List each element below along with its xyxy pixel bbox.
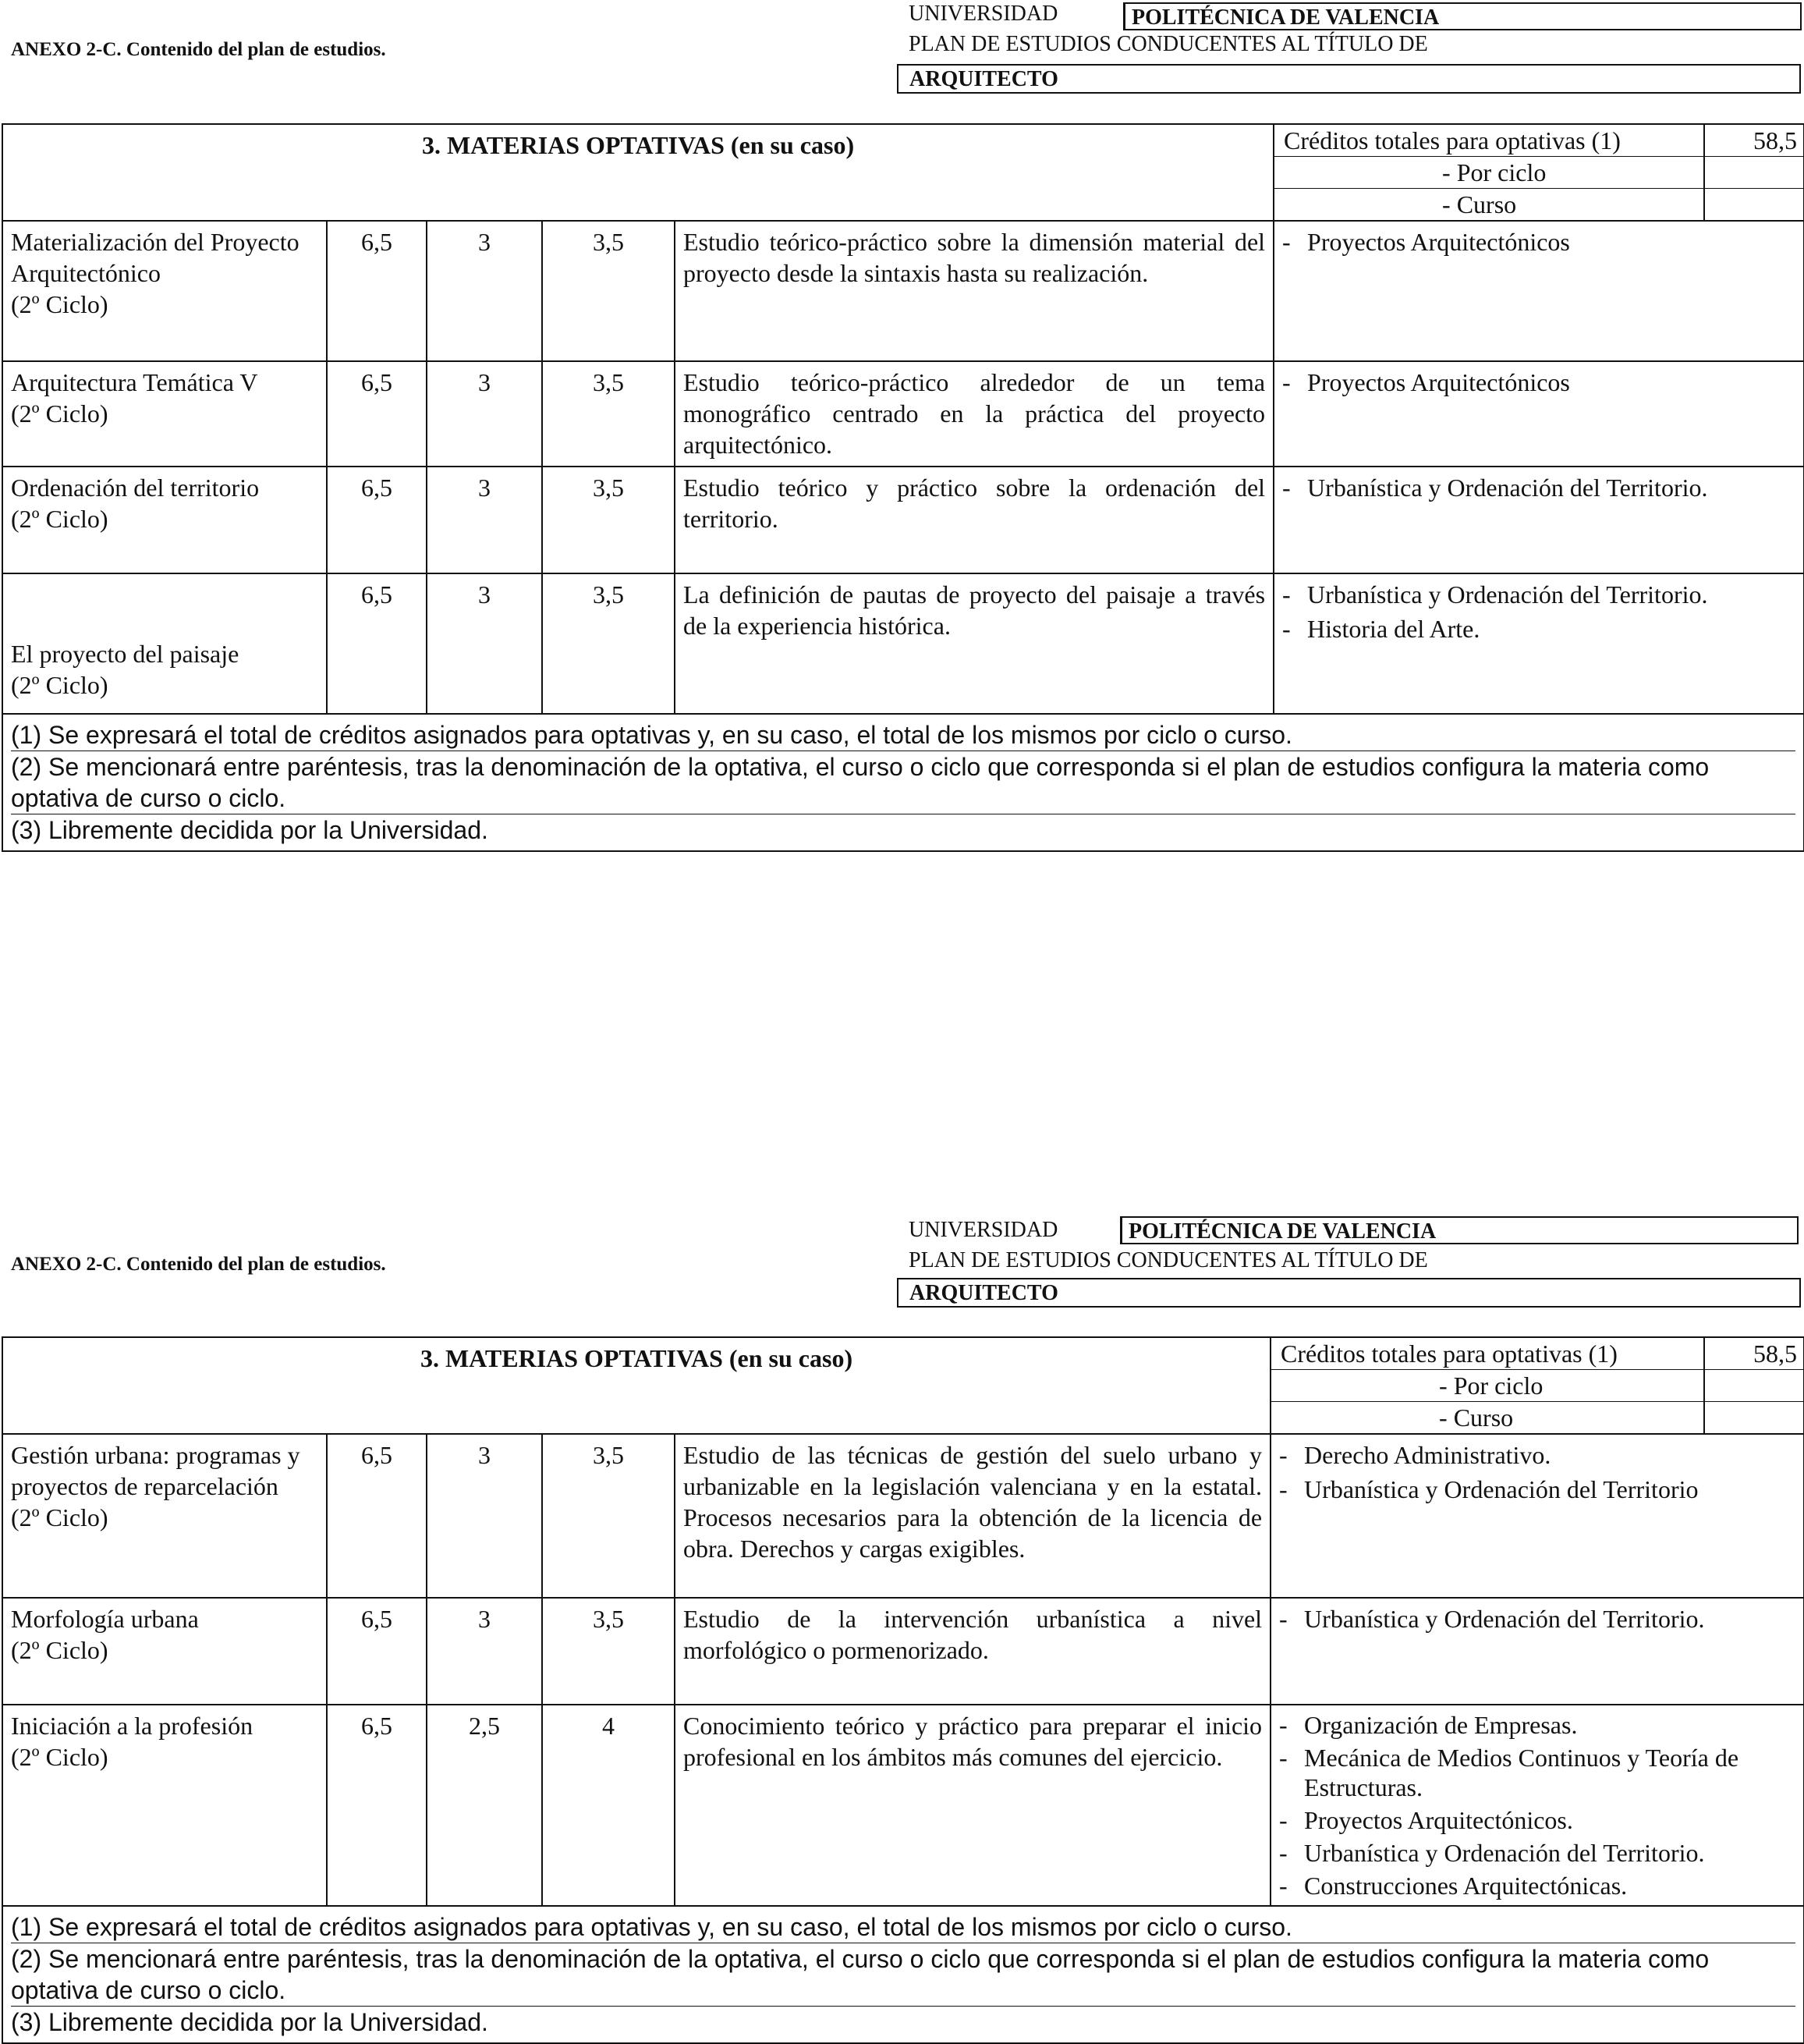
total-credits: 6,5 [327,361,427,467]
area-text: Mecánica de Medios Continuos y Teoría de Estructuras. [1304,1744,1739,1801]
area-item: - Urbanística y Ordenación del Territorio. [1279,1839,1705,1867]
subject-name [2,221,327,361]
course-value [1703,1402,1803,1433]
theory-credits: 3 [427,361,542,467]
area-item: - Urbanística y Ordenación del Territorio. [1282,580,1708,609]
area-item: - Proyectos Arquitectónicos. [1279,1806,1573,1834]
course-value [1703,189,1803,220]
subject-name-text: Arquitectura Temática V [11,368,258,396]
subject-description: Conocimiento teórico y práctico para preparar el inicio profesional en los ámbitos más comunes del ejercicio. [675,1705,1271,1906]
area-item: - Proyectos Arquitectónicos [1282,368,1570,396]
per-cycle-label: - Por ciclo [1274,157,1703,189]
notes-row [2,714,1804,851]
footnotes [2,1906,1804,2043]
area-item: - Construcciones Arquitectónicas. [1279,1872,1628,1900]
knowledge-areas [1274,467,1804,573]
table-row [2,1598,1804,1705]
area-item: - Proyectos Arquitectónicos [1282,228,1570,256]
table-row [2,1434,1804,1598]
practice-credits: 3,5 [542,361,675,467]
area-text: Proyectos Arquitectónicos. [1304,1806,1573,1834]
table-header-row [2,124,1804,221]
subject-name-text: Gestión urbana: programas y proyectos de reparcelación [11,1441,300,1500]
subject-cycle: (2º Ciclo) [11,1743,108,1771]
theory-credits: 3 [427,1598,542,1705]
total-credits: 6,5 [327,1598,427,1705]
knowledge-areas [1271,1705,1804,1906]
total-credits: 6,5 [327,573,427,714]
theory-credits: 3 [427,573,542,714]
per-cycle-value [1703,157,1803,189]
footnote-2: (2) Se mencionará entre paréntesis, tras la denominación de la optativa, el curso o ciclo que corresponda si el plan de estudios configura la materia como optativa de curso o ciclo. [11,1943,1795,2007]
section-title: 3. MATERIAS OPTATIVAS (en su caso) [2,124,1274,221]
footnotes [2,714,1804,851]
area-item: - Urbanística y Ordenación del Territorio. [1279,1605,1705,1633]
area-item: - Organización de Empresas. [1279,1711,1578,1739]
subject-name-text: Iniciación a la profesión [11,1712,253,1740]
footnote-3: (3) Libremente decidida por la Universidad. [11,816,488,844]
course-label: - Curso [1439,1403,1514,1432]
optional-subjects-table [2,123,1804,852]
footnote-1: (1) Se expresará el total de créditos asignados para optativas y, en su caso, el total de los mismos por ciclo o curso. [11,719,1795,751]
university-label: UNIVERSIDAD [909,1218,1058,1242]
credits-box [1271,1337,1804,1434]
knowledge-areas [1271,1598,1804,1705]
credits-label: Créditos totales para optativas (1) [1274,125,1703,157]
per-cycle-value [1703,1370,1803,1402]
credits-label: Créditos totales para optativas (1) [1271,1338,1703,1370]
area-item: - Urbanística y Ordenación del Territorio [1279,1475,1699,1503]
credits-total: 58,5 [1703,125,1803,157]
total-credits: 6,5 [327,1434,427,1598]
area-text: Construcciones Arquitectónicas. [1304,1872,1628,1900]
subject-description: Estudio de las técnicas de gestión del suelo urbano y urbanizable en la legislación valenciana y en la estatal. Procesos necesarios para la obtención de la licencia de obra. Derechos y cargas exigibles. [675,1434,1271,1598]
subject-description: Estudio de la intervención urbanística a nivel morfológico o pormenorizado. [675,1598,1271,1705]
knowledge-areas [1274,361,1804,467]
total-credits: 6,5 [327,467,427,573]
section-title: 3. MATERIAS OPTATIVAS (en su caso) [2,1337,1271,1434]
subject-name [2,361,327,467]
area-text: Urbanística y Ordenación del Territorio. [1304,1605,1705,1633]
theory-credits: 3 [427,467,542,573]
credits-box [1274,124,1804,221]
table-header-row [2,1337,1804,1434]
plan-label: PLAN DE ESTUDIOS CONDUCENTES AL TÍTULO DE [909,32,1428,56]
subject-name-text: El proyecto del paisaje [11,640,239,668]
table-row [2,1705,1804,1906]
area-text: Organización de Empresas. [1304,1711,1578,1739]
subject-cycle: (2º Ciclo) [11,399,108,428]
degree-title: ARQUITECTO [897,1278,1801,1308]
footnote-3: (3) Libremente decidida por la Universidad. [11,2008,488,2036]
notes-row [2,1906,1804,2043]
area-text: Proyectos Arquitectónicos [1307,228,1570,256]
degree-title: ARQUITECTO [897,64,1801,94]
university-label: UNIVERSIDAD [909,2,1058,26]
practice-credits: 3,5 [542,221,675,361]
footnote-2: (2) Se mencionará entre paréntesis, tras la denominación de la optativa, el curso o ciclo que corresponda si el plan de estudios configura la materia como optativa de curso o ciclo. [11,751,1795,814]
optional-subjects-table [2,1336,1804,2044]
knowledge-areas [1274,573,1804,714]
subject-name [2,467,327,573]
area-text: Urbanística y Ordenación del Territorio [1304,1475,1699,1503]
theory-credits: 3 [427,221,542,361]
area-item: - Historia del Arte. [1282,615,1480,643]
theory-credits: 3 [427,1434,542,1598]
theory-credits: 2,5 [427,1705,542,1906]
footnote-1: (1) Se expresará el total de créditos asignados para optativas y, en su caso, el total de los mismos por ciclo o curso. [11,1911,1795,1943]
total-credits: 6,5 [327,221,427,361]
practice-credits: 3,5 [542,573,675,714]
area-text: Urbanística y Ordenación del Territorio. [1307,580,1708,609]
knowledge-areas [1271,1434,1804,1598]
area-text: Urbanística y Ordenación del Territorio. [1307,474,1708,502]
table-row [2,573,1804,714]
university-name: POLITÉCNICA DE VALENCIA [1123,2,1802,30]
area-text: Derecho Administrativo. [1304,1441,1551,1469]
knowledge-areas [1274,221,1804,361]
subject-name-text: Morfología urbana [11,1605,199,1633]
area-item: - Mecánica de Medios Continuos y Teoría de Estructuras. [1279,1743,1795,1802]
area-text: Historia del Arte. [1307,615,1480,643]
area-text: Proyectos Arquitectónicos [1307,368,1570,396]
plan-label: PLAN DE ESTUDIOS CONDUCENTES AL TÍTULO DE [909,1248,1428,1272]
subject-name [2,1705,327,1906]
per-cycle-label: - Por ciclo [1271,1370,1703,1402]
page-1 [0,0,1804,858]
annex-title: ANEXO 2-C. Contenido del plan de estudios. [11,1254,386,1275]
total-credits: 6,5 [327,1705,427,1906]
practice-credits: 3,5 [542,1434,675,1598]
area-item: - Derecho Administrativo. [1279,1441,1551,1469]
annex-title: ANEXO 2-C. Contenido del plan de estudios. [11,39,386,60]
page-2 [0,1213,1804,2036]
subject-name [2,573,327,714]
subject-cycle: (2º Ciclo) [11,290,108,318]
practice-credits: 4 [542,1705,675,1906]
course-label: - Curso [1442,190,1517,218]
university-name: POLITÉCNICA DE VALENCIA [1120,1216,1799,1244]
subject-description: Estudio teórico-práctico alrededor de un tema monográfico centrado en la práctica del proyecto arquitectónico. [675,361,1274,467]
table-row [2,361,1804,467]
subject-name-text: Materialización del Proyecto Arquitectónico [11,228,299,287]
practice-credits: 3,5 [542,467,675,573]
table-row [2,221,1804,361]
subject-cycle: (2º Ciclo) [11,1636,108,1664]
subject-description: Estudio teórico y práctico sobre la ordenación del territorio. [675,467,1274,573]
subject-description: La definición de pautas de proyecto del paisaje a través de la experiencia histórica. [675,573,1274,714]
area-text: Urbanística y Ordenación del Territorio. [1304,1839,1705,1867]
area-item: - Urbanística y Ordenación del Territorio. [1282,474,1708,502]
subject-cycle: (2º Ciclo) [11,671,108,699]
subject-name-text: Ordenación del territorio [11,474,260,502]
subject-description: Estudio teórico-práctico sobre la dimensión material del proyecto desde la sintaxis hasta su realización. [675,221,1274,361]
subject-cycle: (2º Ciclo) [11,1503,108,1531]
subject-name [2,1434,327,1598]
subject-cycle: (2º Ciclo) [11,505,108,533]
practice-credits: 3,5 [542,1598,675,1705]
credits-total: 58,5 [1703,1338,1803,1370]
table-row [2,467,1804,573]
subject-name [2,1598,327,1705]
